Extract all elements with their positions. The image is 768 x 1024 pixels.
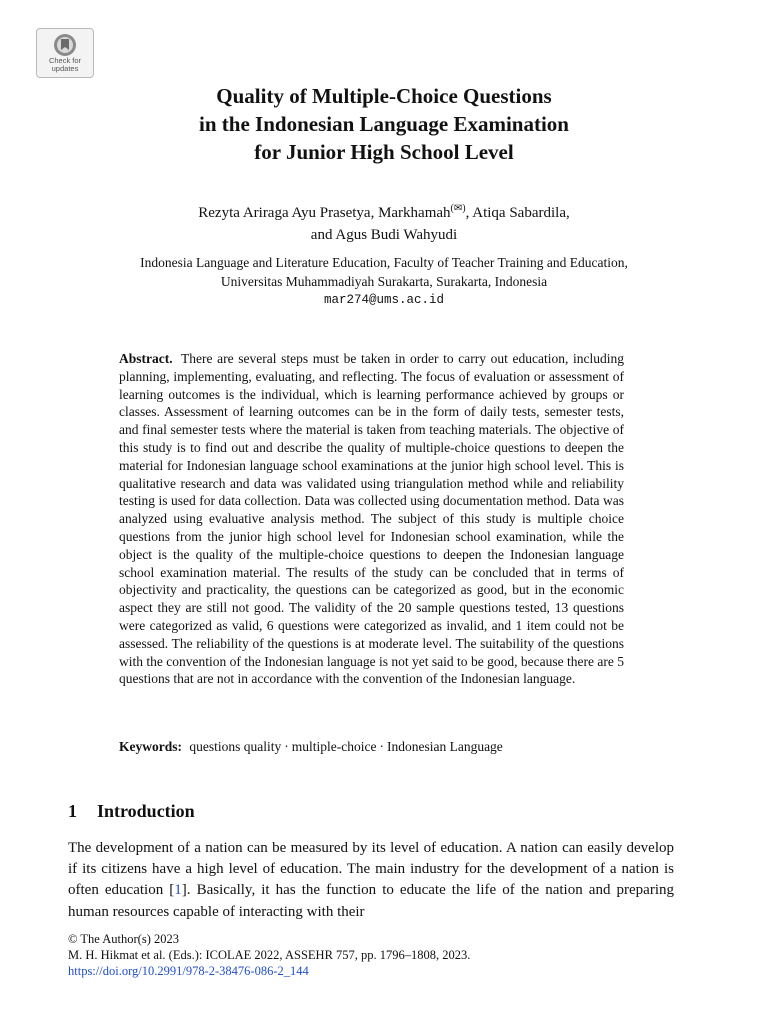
doi-link[interactable]: https://doi.org/10.2991/978-2-38476-086-2_144: [68, 964, 309, 978]
section-title: Introduction: [97, 801, 195, 821]
author-list: [84, 202, 684, 246]
badge-label-line2: updates: [51, 64, 79, 73]
citation-line: M. H. Hikmat et al. (Eds.): ICOLAE 2022, ASSEHR 757, pp. 1796–1808, 2023.: [68, 948, 471, 962]
affiliation-line-1: Indonesia Language and Literature Education, Faculty of Teacher Training and Education,: [140, 255, 628, 270]
intro-text-a: The development of a nation can be measured by its level of education. A nation can easily develop if its citizens have a high level of education. The main industry for the development of a nation is often education [: [68, 840, 674, 899]
authors-line-1: [84, 202, 684, 224]
check-for-updates-badge[interactable]: [36, 28, 94, 78]
keywords-label: Keywords:: [119, 739, 182, 754]
abstract: [119, 350, 624, 688]
keyword-separator: ·: [379, 739, 384, 754]
authors-text-a: Rezyta Ariraga Ayu Prasetya, Markhamah: [198, 205, 451, 221]
affiliation: [60, 253, 708, 310]
authors-text-b: , Atiqa Sabardila,: [465, 205, 570, 221]
abstract-text: There are several steps must be taken in order to carry out education, including planning, implementing, evaluating, and reflecting. The focus of evaluation or assessment of learning outcomes is the individual, which is learning performance achieved by groups or classes. Assessment of learning outcomes can be in the form of daily tests, semester tests, and final semester tests where the material is taken from teaching materials. The objective of this study is to find out and describe the quality of multiple-choice questions to deepen the material for Indonesian language school examinations at the junior high school level. This is qualitative research and data was validated using triangulation method while and reliability testing is used for data collection. Data was collected using documentation method. Data was analyzed using evaluative analysis method. The subject of this study is multiple choice questions from the junior high school level for Indonesian school examination, while the object is the quality of the multiple-choice questions to deepen the Indonesian language school examination material. The results of the study can be concluded that in terms of objectivity and practicality, the questions can be categorized as good, but in the economic aspect they are still not good. The validity of the 20 sample questions tested, 13 questions were categorized as valid, 6 questions were categorized as invalid, and 1 item could not be assessed. The reliability of the questions is at moderate level. The suitability of the questions with the convention of the Indonesian language is not yet said to be good, because there are 5 questions that are not in accordance with the convention of the Indonesian language.: [119, 351, 624, 687]
keywords: [119, 738, 624, 756]
title-line-2: in the Indonesian Language Examination: [199, 112, 569, 136]
title-line-3: for Junior High School Level: [254, 140, 514, 164]
keyword-item: Indonesian Language: [386, 739, 503, 754]
bookmark-icon: [52, 33, 78, 57]
keyword-item: multiple-choice: [291, 739, 377, 754]
publication-footer: [68, 931, 470, 979]
copyright-line: © The Author(s) 2023: [68, 932, 179, 946]
intro-text-b: ]. Basically, it has the function to educate the life of the nation and preparing human resources capable of interacting with their: [68, 882, 674, 920]
author-email[interactable]: mar274@ums.ac.id: [323, 293, 445, 307]
keyword-item: questions quality: [189, 739, 282, 754]
keyword-separator: ·: [284, 739, 289, 754]
section-heading: [68, 800, 195, 822]
affiliation-line-2: Universitas Muhammadiyah Surakarta, Surakarta, Indonesia: [220, 274, 548, 289]
corresponding-author-mark[interactable]: (✉): [450, 203, 466, 214]
badge-label-line1: Check for: [48, 56, 82, 65]
section-number: 1: [68, 801, 77, 821]
title-line-1: Quality of Multiple-Choice Questions: [216, 84, 552, 108]
abstract-label: Abstract.: [119, 351, 173, 366]
introduction-paragraph: [68, 838, 674, 923]
paper-title: [84, 82, 684, 166]
authors-line-2: and Agus Budi Wahyudi: [310, 227, 458, 243]
citation-link[interactable]: 1: [174, 882, 182, 899]
